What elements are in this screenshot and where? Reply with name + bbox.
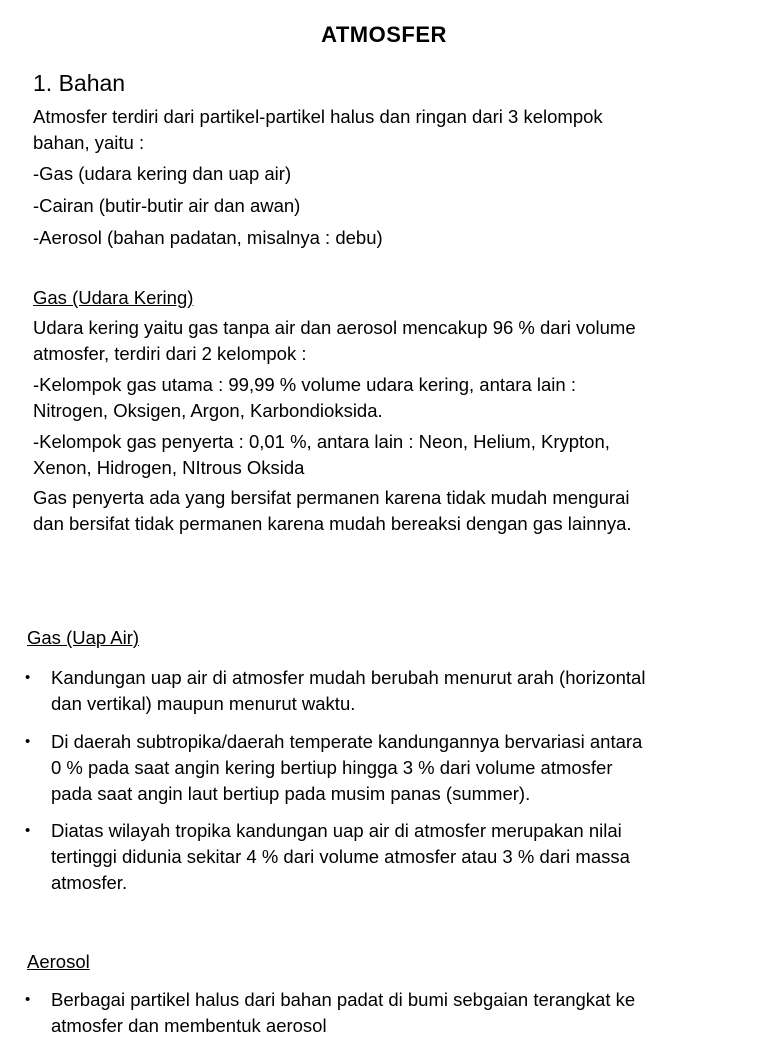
- text-line: -Kelompok gas penyerta : 0,01 %, antara lain : Neon, Helium, Krypton,: [33, 431, 610, 452]
- material-item: -Gas (udara kering dan uap air): [33, 163, 292, 184]
- bullet-marker: •: [25, 669, 31, 686]
- text-line: Udara kering yaitu gas tanpa air dan aerosol mencakup 96 % dari volume: [33, 317, 636, 338]
- bullet-text: [51, 987, 766, 1039]
- text-line: Diatas wilayah tropika kandungan uap air di atmosfer merupakan nilai: [51, 820, 622, 841]
- text-line: dan bersifat tidak permanen karena mudah bereaksi dengan gas lainnya.: [33, 513, 632, 534]
- subheading-gas-uap-air: Gas (Uap Air): [27, 627, 140, 648]
- gas-penyerta-paragraph: [33, 485, 632, 537]
- text-line: dan vertikal) maupun menurut waktu.: [51, 693, 356, 714]
- text-line: Xenon, Hidrogen, NItrous Oksida: [33, 457, 305, 478]
- text-line: tertinggi didunia sekitar 4 % dari volume atmosfer atau 3 % dari massa: [51, 846, 630, 867]
- bullet-text: [51, 818, 766, 896]
- text-line: Nitrogen, Oksigen, Argon, Karbondioksida.: [33, 400, 383, 421]
- bullet-marker: •: [25, 733, 31, 750]
- text-line: 0 % pada saat angin kering bertiup hingga 3 % dari volume atmosfer: [51, 757, 613, 778]
- bullet-marker: •: [25, 822, 31, 839]
- bullet-text: [51, 729, 766, 807]
- bullet-marker: •: [25, 991, 31, 1008]
- page-title: ATMOSFER: [321, 22, 447, 47]
- text-line: atmosfer dan membentuk aerosol: [51, 1015, 327, 1036]
- bullet-text: [51, 665, 766, 717]
- material-item: -Aerosol (bahan padatan, misalnya : debu): [33, 227, 383, 248]
- text-line: Di daerah subtropika/daerah temperate kandungannya bervariasi antara: [51, 731, 643, 752]
- text-line: atmosfer.: [51, 872, 128, 893]
- intro-paragraph: [33, 104, 603, 156]
- text-line: Atmosfer terdiri dari partikel-partikel halus dan ringan dari 3 kelompok: [33, 106, 603, 127]
- text-line: -Kelompok gas utama : 99,99 % volume udara kering, antara lain :: [33, 374, 576, 395]
- text-line: atmosfer, terdiri dari 2 kelompok :: [33, 343, 307, 364]
- text-line: pada saat angin laut bertiup pada musim panas (summer).: [51, 783, 531, 804]
- gas-group-main: [33, 372, 576, 424]
- section-heading-bahan: 1. Bahan: [33, 70, 126, 96]
- subheading-gas-udara-kering: Gas (Udara Kering): [33, 287, 194, 308]
- udara-kering-paragraph: [33, 315, 636, 367]
- text-line: Berbagai partikel halus dari bahan padat di bumi sebgaian terangkat ke: [51, 989, 636, 1010]
- subheading-aerosol: Aerosol: [27, 951, 90, 972]
- material-item: -Cairan (butir-butir air dan awan): [33, 195, 301, 216]
- text-line: bahan, yaitu :: [33, 132, 145, 153]
- text-line: Gas penyerta ada yang bersifat permanen karena tidak mudah mengurai: [33, 487, 630, 508]
- gas-group-secondary: [33, 429, 610, 481]
- text-line: Kandungan uap air di atmosfer mudah berubah menurut arah (horizontal: [51, 667, 646, 688]
